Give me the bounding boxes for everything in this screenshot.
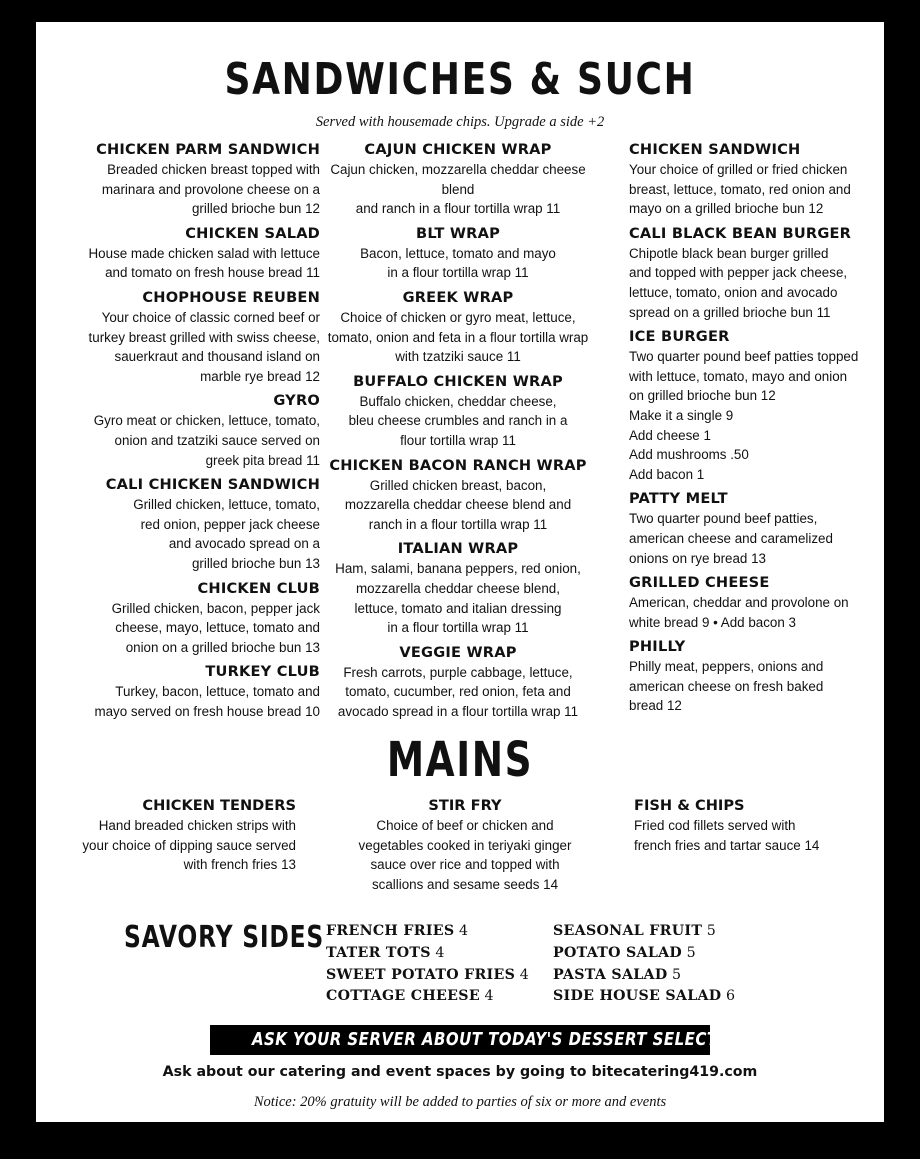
menu-page <box>36 22 884 1122</box>
item-description: Buffalo chicken, cheddar cheese, bleu cheese crumbles and ranch in a flour tortilla wrap 11 <box>348 393 568 448</box>
item-description: Grilled chicken breast, bacon, mozzarella cheddar cheese blend and ranch in a flour tortilla wrap 11 <box>344 477 572 532</box>
item-name: GYRO <box>273 392 320 410</box>
item-name: VEGGIE WRAP <box>399 643 517 661</box>
item-name: GRILLED CHEESE <box>629 574 770 592</box>
side-name: SWEET POTATO FRIES <box>326 966 516 983</box>
item-description: Choice of chicken or gyro meat, lettuce, tomato, onion and feta in a flour tortilla wrap with tzatziki sauce 11 <box>327 309 589 365</box>
item-name: BUFFALO CHICKEN WRAP <box>353 372 563 390</box>
item-description: House made chicken salad with lettuce and tomato on fresh house bread 11 <box>88 245 320 281</box>
item-description: Gyro meat or chicken, lettuce, tomato, onion and tzatziki sauce served on greek pita bread 11 <box>93 413 320 468</box>
item-name: CHICKEN PARM SANDWICH <box>96 141 320 158</box>
item-description: Grilled chicken, bacon, pepper jack cheese, mayo, lettuce, tomato and onion on a grilled brioche bun 13 <box>111 600 320 655</box>
menu-item <box>629 224 869 322</box>
menu-item <box>320 456 596 535</box>
menu-item <box>320 288 596 367</box>
menu-item <box>629 327 869 484</box>
menu-item <box>320 539 596 637</box>
main-item <box>76 796 296 875</box>
menu-item <box>320 224 596 283</box>
side-price: 4 <box>435 944 445 961</box>
item-description: Fresh carrots, purple cabbage, lettuce, tomato, cucumber, red onion, feta and avocado spread in a flour tortilla wrap 11 <box>337 664 579 719</box>
side-price: 4 <box>484 988 494 1005</box>
item-description: Breaded chicken breast topped with marinara and provolone cheese on a grilled brioche bun 12 <box>101 162 320 217</box>
sides-column-2 <box>553 921 735 1008</box>
item-description: Cajun chicken, mozzarella cheddar cheese blend and ranch in a flour tortilla wrap 11 <box>330 162 586 217</box>
side-name: TATER TOTS <box>326 944 431 961</box>
catering-note: Ask about our catering and event spaces by going to bitecatering419.com <box>162 1064 758 1080</box>
side-name: POTATO SALAD <box>553 944 683 961</box>
menu-item <box>320 140 596 219</box>
side-item <box>553 943 735 965</box>
menu-item <box>66 579 320 658</box>
item-description: Philly meat, peppers, onions and american cheese on fresh baked bread 12 <box>629 659 824 714</box>
item-name: PATTY MELT <box>629 490 728 508</box>
item-name: CHICKEN SALAD <box>185 224 320 242</box>
item-description: Two quarter pound beef patties topped with lettuce, tomato, mayo and onion on grilled brioche bun 12 Make it a single 9 Add cheese 1 Add mushrooms .50 Add bacon 1 <box>629 349 859 482</box>
side-item <box>326 943 529 965</box>
dessert-banner-text: ASK YOUR SERVER ABOUT TODAY'S DESSERT SELECTIONS. <box>251 1030 768 1050</box>
menu-item <box>66 140 320 219</box>
item-name: CHICKEN CLUB <box>197 579 320 597</box>
item-name: CALI BLACK BEAN BURGER <box>629 224 852 242</box>
item-description: American, cheddar and provolone on white bread 9 • Add bacon 3 <box>629 595 849 630</box>
main-item <box>634 796 864 855</box>
item-name: BLT WRAP <box>416 224 500 242</box>
menu-item <box>629 140 869 219</box>
sandwich-column-3 <box>629 140 869 721</box>
item-name: ITALIAN WRAP <box>397 540 519 558</box>
menu-item <box>320 643 596 722</box>
sides-column-1 <box>326 921 529 1008</box>
side-item <box>553 965 735 987</box>
side-item <box>326 921 529 943</box>
section-title-sandwiches: SANDWICHES & SUCH <box>224 54 696 105</box>
menu-item <box>66 224 320 283</box>
item-name: CHICKEN BACON RANCH WRAP <box>329 456 587 474</box>
side-name: SIDE HOUSE SALAD <box>553 988 722 1005</box>
menu-item <box>629 573 869 632</box>
main-item <box>350 796 580 894</box>
menu-item <box>66 475 320 573</box>
side-name: PASTA SALAD <box>553 966 668 983</box>
item-name: CHICKEN TENDERS <box>142 797 296 814</box>
side-price: 4 <box>519 966 529 983</box>
side-name: FRENCH FRIES <box>326 923 455 939</box>
item-name: TURKEY CLUB <box>205 663 320 681</box>
item-description: Fried cod fillets served with french fries and tartar sauce 14 <box>634 818 820 853</box>
item-description: Grilled chicken, lettuce, tomato, red onion, pepper jack cheese and avocado spread on a grilled brioche bun 13 <box>133 497 320 571</box>
section-subtitle: Served with housemade chips. Upgrade a side +2 <box>315 114 605 130</box>
item-description: Two quarter pound beef patties, american cheese and caramelized onions on rye bread 13 <box>629 511 833 566</box>
side-name: COTTAGE CHEESE <box>326 988 480 1005</box>
item-name: GREEK WRAP <box>402 288 514 306</box>
side-item <box>326 986 529 1008</box>
side-name: SEASONAL FRUIT <box>553 923 703 939</box>
dessert-banner <box>210 1025 768 1055</box>
section-title-sides: SAVORY SIDES <box>124 920 324 955</box>
side-price: 5 <box>686 944 696 961</box>
item-name: CHICKEN SANDWICH <box>629 141 801 158</box>
item-description: Bacon, lettuce, tomato and mayo in a flour tortilla wrap 11 <box>360 245 556 281</box>
item-name: PHILLY <box>629 638 686 656</box>
side-price: 4 <box>458 923 468 939</box>
menu-item <box>66 288 320 386</box>
side-price: 5 <box>706 923 716 939</box>
side-item <box>326 965 529 987</box>
item-description: Your choice of grilled or fried chicken breast, lettuce, tomato, red onion and mayo on a grilled brioche bun 12 <box>629 162 851 217</box>
menu-item <box>320 372 596 451</box>
item-name: ICE BURGER <box>629 328 730 346</box>
item-description: Chipotle black bean burger grilled and topped with pepper jack cheese, lettuce, tomato, onion and avocado spread on a grilled brioche bun 11 <box>629 245 848 320</box>
item-description: Ham, salami, banana peppers, red onion, mozzarella cheddar cheese blend, lettuce, tomato and italian dressing in a flour tortilla wrap 11 <box>335 561 581 636</box>
side-item <box>553 986 735 1008</box>
item-description: Turkey, bacon, lettuce, tomato and mayo served on fresh house bread 10 <box>94 684 320 719</box>
item-description: Choice of beef or chicken and vegetables cooked in teriyaki ginger sauce over rice and topped with scallions and sesame seeds 14 <box>358 818 572 892</box>
item-name: CALI CHICKEN SANDWICH <box>105 476 320 494</box>
side-price: 6 <box>725 988 735 1005</box>
item-name: STIR FRY <box>428 797 502 814</box>
item-name: CAJUN CHICKEN WRAP <box>364 141 552 158</box>
gratuity-notice: Notice: 20% gratuity will be added to parties of six or more and events <box>253 1094 667 1110</box>
item-name: CHOPHOUSE REUBEN <box>142 288 320 306</box>
item-description: Your choice of classic corned beef or turkey breast grilled with swiss cheese, sauerkraut and thousand island on marble rye bread 12 <box>88 309 320 384</box>
menu-item <box>629 637 869 716</box>
item-description: Hand breaded chicken strips with your choice of dipping sauce served with french fries 13 <box>82 818 296 873</box>
side-price: 5 <box>671 966 682 983</box>
sandwich-column-1 <box>66 140 320 726</box>
side-item <box>553 921 735 943</box>
menu-item <box>66 662 320 721</box>
sandwich-column-2 <box>320 140 596 726</box>
section-title-mains: MAINS <box>386 732 534 788</box>
menu-item <box>629 489 869 568</box>
item-name: FISH & CHIPS <box>634 797 745 814</box>
menu-item <box>66 391 320 470</box>
